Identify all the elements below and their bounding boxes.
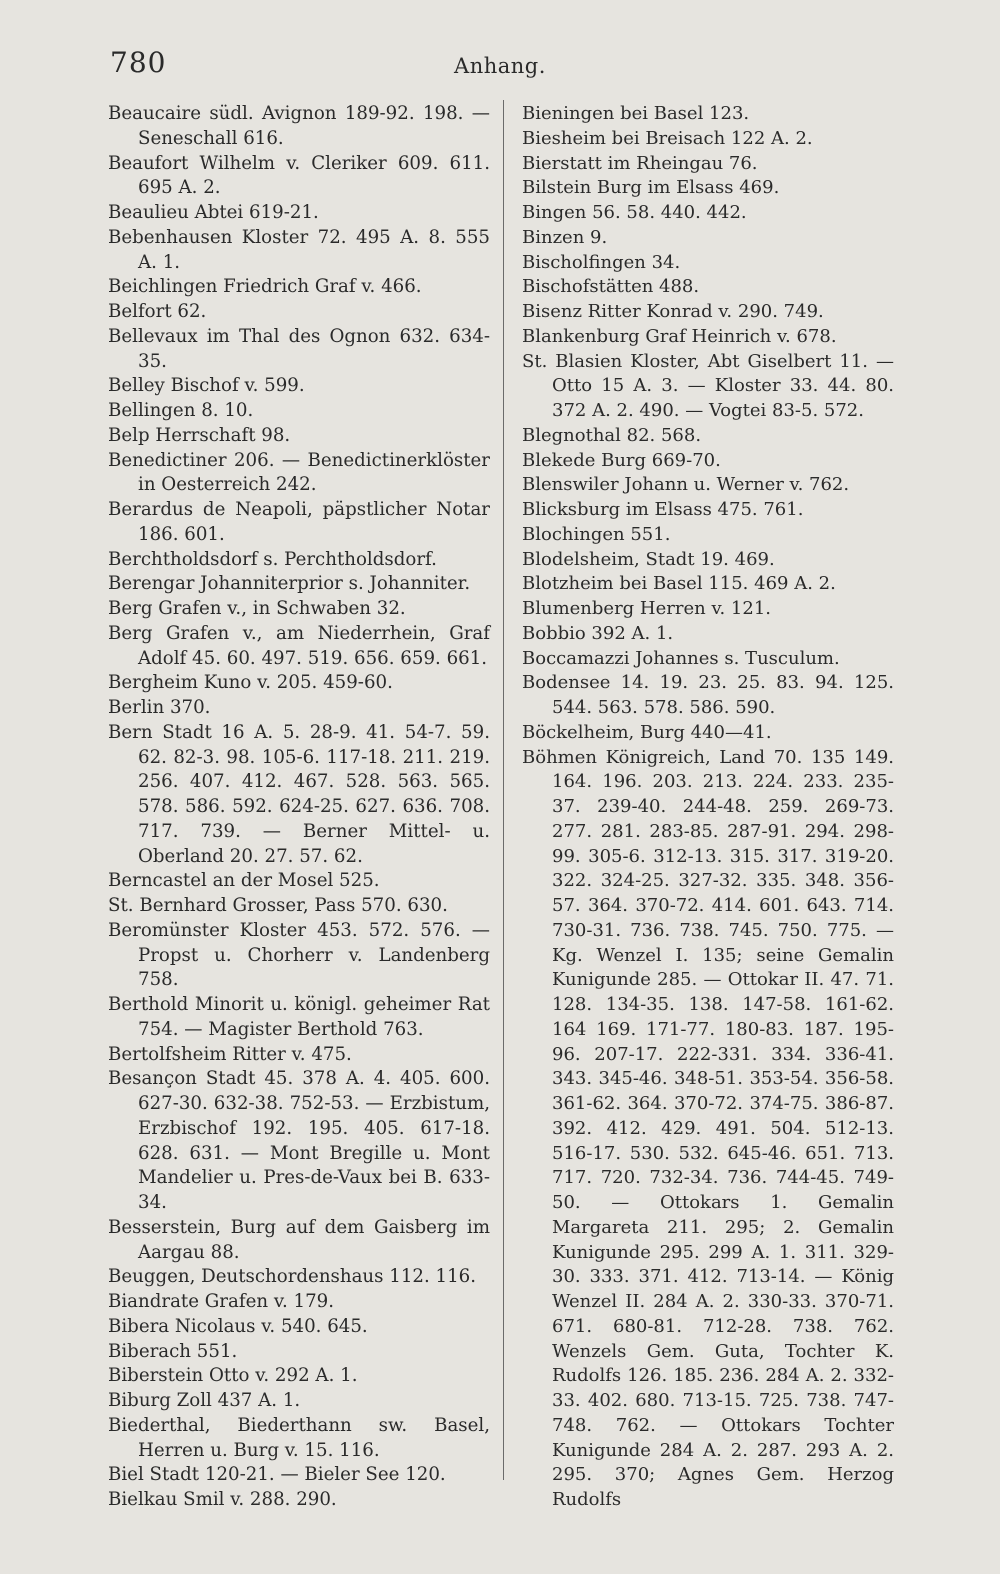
index-entry: Bieningen bei Basel 123.	[522, 103, 750, 124]
index-entry: St. Blasien Kloster, Abt Giselbert 11. — Otto 15 A. 3. — Kloster 33. 44. 80. 372 A. 2. 490. — Vogtei 83-5. 572.	[522, 350, 894, 421]
index-entry: Biel Stadt 120-21. — Bieler See 120.	[108, 1464, 446, 1486]
index-entry: Biberstein Otto v. 292 A. 1.	[108, 1365, 358, 1387]
index-entry: Bierstatt im Rheingau 76.	[522, 152, 758, 174]
index-entry: Berengar Johanniterprior s. Johanniter.	[108, 573, 471, 595]
index-column-right	[522, 102, 894, 1513]
index-entry: Böhmen Königreich, Land 70. 135 149. 164. 196. 203. 213. 224. 233. 235-37. 239-40. 244-48. 259. 269-73. 277. 281. 283-85. 287-91. 294. 298-99. 305-6. 312-13. 315. 317. 319-20. 322. 324-25. 327-32. 335. 348. 356-57. 364. 370-72. 414. 601. 643. 714. 730-31. 736. 738. 745. 750. 775. — Kg. Wenzel I. 135; seine Gemalin Kunigunde 285. — Ottokar II. 47. 71. 128. 134-35. 138. 147-58. 161-62. 164 169. 171-77. 180-83. 187. 195-96. 207-17. 222-331. 334. 336-41. 343. 345-46. 348-51. 353-54. 356-58. 361-62. 364. 370-72. 374-75. 386-87. 392. 412. 429. 491. 504. 512-13. 516-17. 530. 532. 645-46. 651. 713. 717. 720. 732-34. 736. 744-45. 749-50. — Ottokars 1. Gemalin Margareta 211. 295; 2. Gemalin Kunigunde 295. 299 A. 1. 311. 329-30. 333. 371. 412. 713-14. — König Wenzel II. 284 A. 2. 330-33. 370-71. 671. 680-81. 712-28. 738. 762. Wenzels Gem. Guta, Tochter K. Rudolfs 126. 185. 236. 284 A. 2. 332-33. 402. 680. 713-15. 725. 738. 747-748. 762. — Ottokars Tochter Kunigunde 284 A. 2. 287. 293 A. 2. 295. 370; Agnes Gem. Herzog Rudolfs	[522, 746, 894, 1510]
index-entry: Bischofstätten 488.	[522, 276, 700, 298]
index-entry: Beaucaire südl. Avignon 189-92. 198. — Seneschall 616.	[108, 103, 490, 149]
index-entry: Biburg Zoll 437 A. 1.	[108, 1390, 301, 1411]
index-entry: Bilstein Burg im Elsass 469.	[522, 177, 780, 199]
index-entry: Bergheim Kuno v. 205. 459-60.	[108, 672, 393, 694]
column-divider	[503, 100, 504, 1480]
index-entry: Beaulieu Abtei 619-21.	[108, 202, 319, 223]
index-entry: Belfort 62.	[108, 301, 207, 322]
index-entry: Blotzheim bei Basel 115. 469 A. 2.	[522, 573, 836, 595]
index-entry: Belp Herrschaft 98.	[108, 424, 291, 446]
index-entry: Biandrate Grafen v. 179.	[108, 1291, 335, 1312]
index-entry: Bobbio 392 A. 1.	[522, 622, 674, 644]
index-entry: Blicksburg im Elsass 475. 761.	[522, 499, 804, 520]
index-column-left	[108, 102, 490, 1513]
index-entry: Beichlingen Friedrich Graf v. 466.	[108, 276, 422, 298]
index-entry: Blenswiler Johann u. Werner v. 762.	[522, 474, 850, 496]
index-entry: Bischolfingen 34.	[522, 251, 681, 273]
index-entry: Bodensee 14. 19. 23. 25. 83. 94. 125. 544. 563. 578. 586. 590.	[522, 672, 894, 718]
index-entry: Biederthal, Biederthann sw. Basel, Herren u. Burg v. 15. 116.	[108, 1414, 490, 1461]
index-entry: Blekede Burg 669-70.	[522, 449, 721, 471]
index-entry: Beaufort Wilhelm v. Cleriker 609. 611. 695 A. 2.	[108, 152, 490, 199]
index-entry: Berlin 370.	[108, 697, 211, 718]
index-entry: Bielkau Smil v. 288. 290.	[108, 1489, 337, 1510]
page-number: 780	[110, 46, 167, 79]
index-entry: Berardus de Neapoli, päpstlicher Notar 186. 601.	[108, 499, 490, 545]
index-entry: Bellevaux im Thal des Ognon 632. 634-35.	[108, 325, 490, 372]
index-entry: Biesheim bei Breisach 122 A. 2.	[522, 127, 813, 149]
index-entry: Berg Grafen v., in Schwaben 32.	[108, 598, 406, 619]
index-entry: Böckelheim, Burg 440—41.	[522, 721, 772, 743]
index-entry: Bellingen 8. 10.	[108, 400, 254, 421]
index-entry: Besançon Stadt 45. 378 A. 4. 405. 600. 627-30. 632-38. 752-53. — Erzbistum, Erzbischof 192. 195. 405. 617-18. 628. 631. — Mont Bregille u. Mont Mandelier u. Pres-de-Vaux bei B. 633-34.	[108, 1068, 490, 1213]
index-entry: Beuggen, Deutschordenshaus 112. 116.	[108, 1266, 477, 1288]
index-entry: Blochingen 551.	[522, 523, 671, 545]
index-entry: Berchtholdsdorf s. Perchtholdsdorf.	[108, 548, 437, 570]
index-entry: Blodelsheim, Stadt 19. 469.	[522, 548, 775, 570]
index-entry: Bern Stadt 16 A. 5. 28-9. 41. 54-7. 59. 62. 82-3. 98. 105-6. 117-18. 211. 219. 256. 407. 412. 467. 528. 563. 565. 578. 586. 592. 624-25. 627. 636. 708. 717. 739. — Berner Mittel- u. Oberland 20. 27. 57. 62.	[108, 721, 490, 867]
index-entry: Besserstein, Burg auf dem Gaisberg im Aargau 88.	[108, 1216, 490, 1263]
index-entry: Bingen 56. 58. 440. 442.	[522, 202, 747, 223]
index-entry: Beromünster Kloster 453. 572. 576. — Propst u. Chorherr v. Landenberg 758.	[108, 919, 490, 991]
index-entry: Bebenhausen Kloster 72. 495 A. 8. 555 A. 1.	[108, 226, 490, 273]
index-entry: Binzen 9.	[522, 226, 608, 248]
index-entry: Belley Bischof v. 599.	[108, 375, 305, 397]
index-entry: Berg Grafen v., am Niederrhein, Graf Adolf 45. 60. 497. 519. 656. 659. 661.	[108, 622, 490, 669]
index-entry: Blankenburg Graf Heinrich v. 678.	[522, 325, 837, 347]
running-head: Anhang.	[454, 54, 546, 78]
index-entry: Blumenberg Herren v. 121.	[522, 598, 771, 619]
index-entry: Bibera Nicolaus v. 540. 645.	[108, 1315, 368, 1337]
index-entry: Bertolfsheim Ritter v. 475.	[108, 1043, 352, 1065]
index-entry: Bisenz Ritter Konrad v. 290. 749.	[522, 301, 824, 322]
index-entry: Boccamazzi Johannes s. Tusculum.	[522, 647, 840, 669]
index-entry: Benedictiner 206. — Benedictinerklöster in Oesterreich 242.	[108, 449, 490, 496]
index-entry: St. Bernhard Grosser, Pass 570. 630.	[108, 895, 448, 916]
index-entry: Blegnothal 82. 568.	[522, 424, 702, 446]
index-entry: Biberach 551.	[108, 1340, 238, 1362]
index-entry: Berncastel an der Mosel 525.	[108, 870, 380, 892]
index-entry: Berthold Minorit u. königl. geheimer Rat 754. — Magister Berthold 763.	[108, 994, 490, 1040]
